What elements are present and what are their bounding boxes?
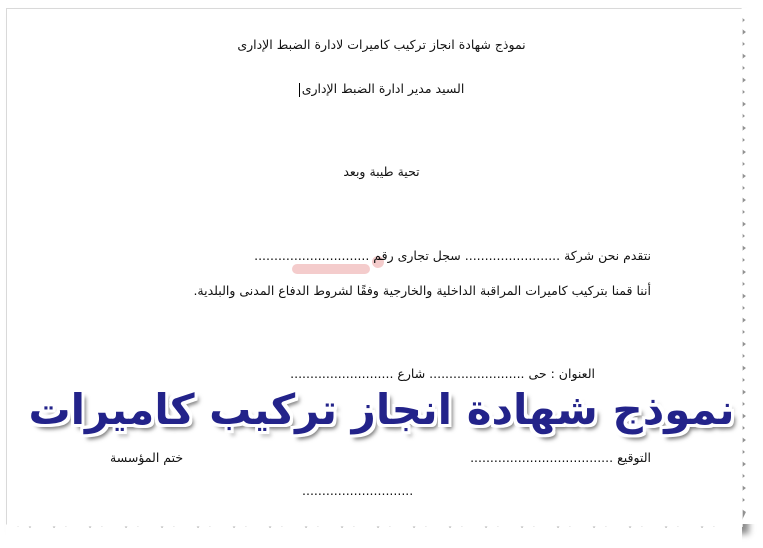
addressee-text: السيد مدير ادارة الضبط الإدارى <box>301 81 465 96</box>
text-cursor <box>299 83 300 97</box>
stamp-dots: ............................ <box>302 483 414 498</box>
address-line: العنوان : حى ........................ شارع .......................... <box>290 366 595 381</box>
installation-statement: أننا قمنا بتركيب كاميرات المراقبة الداخلية والخارجية وفقًا لشروط الدفاع المدنى والبلدية. <box>193 283 651 298</box>
signature-line: التوقيع .................................... <box>470 450 651 465</box>
stamp-label: ختم المؤسسة <box>110 450 184 465</box>
overlay-headline: نموذج شهادة انجاز تركيب كاميرات <box>28 385 735 434</box>
addressee-line <box>0 81 763 97</box>
greeting-line: تحية طيبة وبعد <box>343 164 420 179</box>
company-line: نتقدم نحن شركة ........................ سجل تجارى رقم ............................. <box>254 248 651 263</box>
document-title: نموذج شهادة انجاز تركيب كاميرات لادارة الضبط الإدارى <box>237 37 526 52</box>
